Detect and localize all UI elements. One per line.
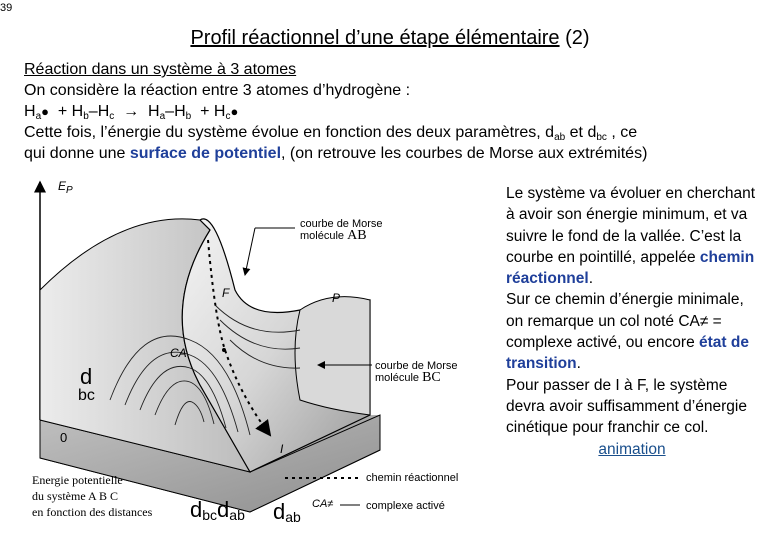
bond-bc: –: [88, 103, 98, 120]
animation-container: [506, 439, 758, 460]
sub-c-product: c: [225, 111, 231, 122]
dbc2-d: d: [190, 497, 203, 522]
bond-ab: –: [165, 103, 175, 120]
title-suffix: (2): [559, 27, 590, 49]
dab2-d: d: [273, 499, 286, 524]
radical-dot-a: ●: [41, 104, 49, 119]
atom-hc-product: H: [213, 103, 226, 120]
dbc-label-left: [80, 365, 92, 389]
side-p2: Sur ce chemin d’énergie minimale, on remarque un col noté CA≠ = complexe activé, ou encore: [506, 291, 744, 352]
dbc-sub-left: bc: [78, 387, 95, 404]
side-p1: Le système va évoluer en cherchant à avoir son énergie minimum, et va suivre le fond de la vallée. C’est la courbe en pointillé, appelée: [506, 185, 755, 266]
intro-text: [24, 59, 774, 164]
line4-a: Cette fois, l’énergie du système évolue en fonction des deux paramètres, d: [24, 124, 555, 141]
morse-ab-label: [300, 218, 383, 242]
dab-d: d: [217, 497, 230, 522]
page-title: [0, 27, 780, 50]
dbc-d: d: [80, 364, 93, 389]
reaction-equation: [24, 101, 774, 122]
sub-b-product: b: [185, 111, 192, 122]
sub-b: b: [83, 111, 89, 122]
point-p-label: P: [332, 291, 341, 305]
dbc-dab-bottom: [190, 498, 245, 522]
legend-ca-symbol: CA≠: [312, 498, 334, 510]
morse-ab-mol: AB: [347, 228, 367, 243]
morse-bc-line2: molécule: [375, 372, 420, 384]
line4-sub-bc: bc: [596, 132, 607, 143]
radical-dot-c: ●: [230, 104, 239, 119]
sub-a: a: [35, 111, 42, 122]
pointer-ab-2: [245, 228, 255, 275]
chemin-reactionnel-highlight: chemin réactionnel: [506, 248, 755, 288]
intro-line4: [24, 122, 774, 143]
intro-line5: [24, 143, 774, 164]
origin-zero: 0: [60, 430, 68, 445]
dbc2-sub: bc: [202, 507, 218, 523]
dab-sub: ab: [229, 507, 245, 523]
surface-potentiel-highlight: surface de potentiel: [129, 145, 282, 162]
morse-ab-line1: courbe de Morse: [300, 218, 383, 230]
sub-c: c: [109, 111, 115, 122]
line4-sub-ab: ab: [554, 132, 566, 143]
arrow-icon: →: [123, 103, 140, 120]
point-ca-label: CA: [170, 346, 187, 360]
title-main: Profil réactionnel d’une étape élémentaire: [190, 27, 560, 49]
legend-chemin: chemin réactionnel: [366, 472, 459, 484]
slide-number: 39: [0, 2, 13, 14]
etat-transition-highlight: état de transition: [506, 334, 749, 373]
dab2-sub: ab: [285, 509, 301, 525]
side-explanation: [506, 183, 758, 460]
side-p3: Pour passer de I à F, le système devra avoir suffisamment d’énergie cinétique pour franchir ce col.: [506, 376, 747, 437]
side-p2-end: .: [576, 355, 581, 373]
side-p1-end: .: [588, 270, 594, 288]
point-i-label: I: [280, 442, 284, 456]
intro-line2: On considère la réaction entre 3 atomes d’hydrogène :: [24, 82, 411, 99]
sub-a-product: a: [159, 111, 166, 122]
atom-hb-product: H: [174, 103, 186, 120]
dab-bottom-right: [273, 500, 301, 524]
morse-bc-mol: BC: [422, 370, 441, 385]
morse-ab-line2: molécule: [300, 230, 345, 242]
atom-hc: H: [97, 103, 110, 120]
animation-link[interactable]: animation: [598, 440, 666, 458]
morse-bc-label: [375, 360, 458, 384]
figure-caption: [32, 472, 192, 520]
line4-b: et d: [565, 124, 597, 141]
atom-hb: H: [71, 103, 84, 120]
line5-b: , (on retrouve les courbes de Morse aux extrémités): [281, 145, 648, 162]
axis-ep-label: [58, 179, 73, 196]
axis-ep: E: [58, 179, 67, 193]
point-f-label: F: [222, 286, 230, 300]
saddle-point: [222, 348, 226, 352]
axis-ep-sub: P: [66, 185, 73, 196]
plus-sign-2: +: [200, 103, 210, 120]
caption-line1: Energie potentielle: [32, 473, 123, 487]
caption-line2: du système A B C: [32, 489, 119, 503]
plus-sign: +: [57, 103, 68, 120]
intro-heading: Réaction dans un système à 3 atomes: [24, 61, 297, 78]
atom-ha-product: H: [148, 103, 160, 120]
line5-a: qui donne une: [24, 145, 130, 162]
caption-line3: en fonction des distances: [32, 505, 153, 519]
atom-ha: H: [24, 103, 36, 120]
plateau: [295, 297, 370, 415]
line4-c: , ce: [606, 124, 638, 141]
legend-complexe: complexe activé: [366, 500, 445, 512]
morse-bc-line1: courbe de Morse: [375, 360, 458, 372]
